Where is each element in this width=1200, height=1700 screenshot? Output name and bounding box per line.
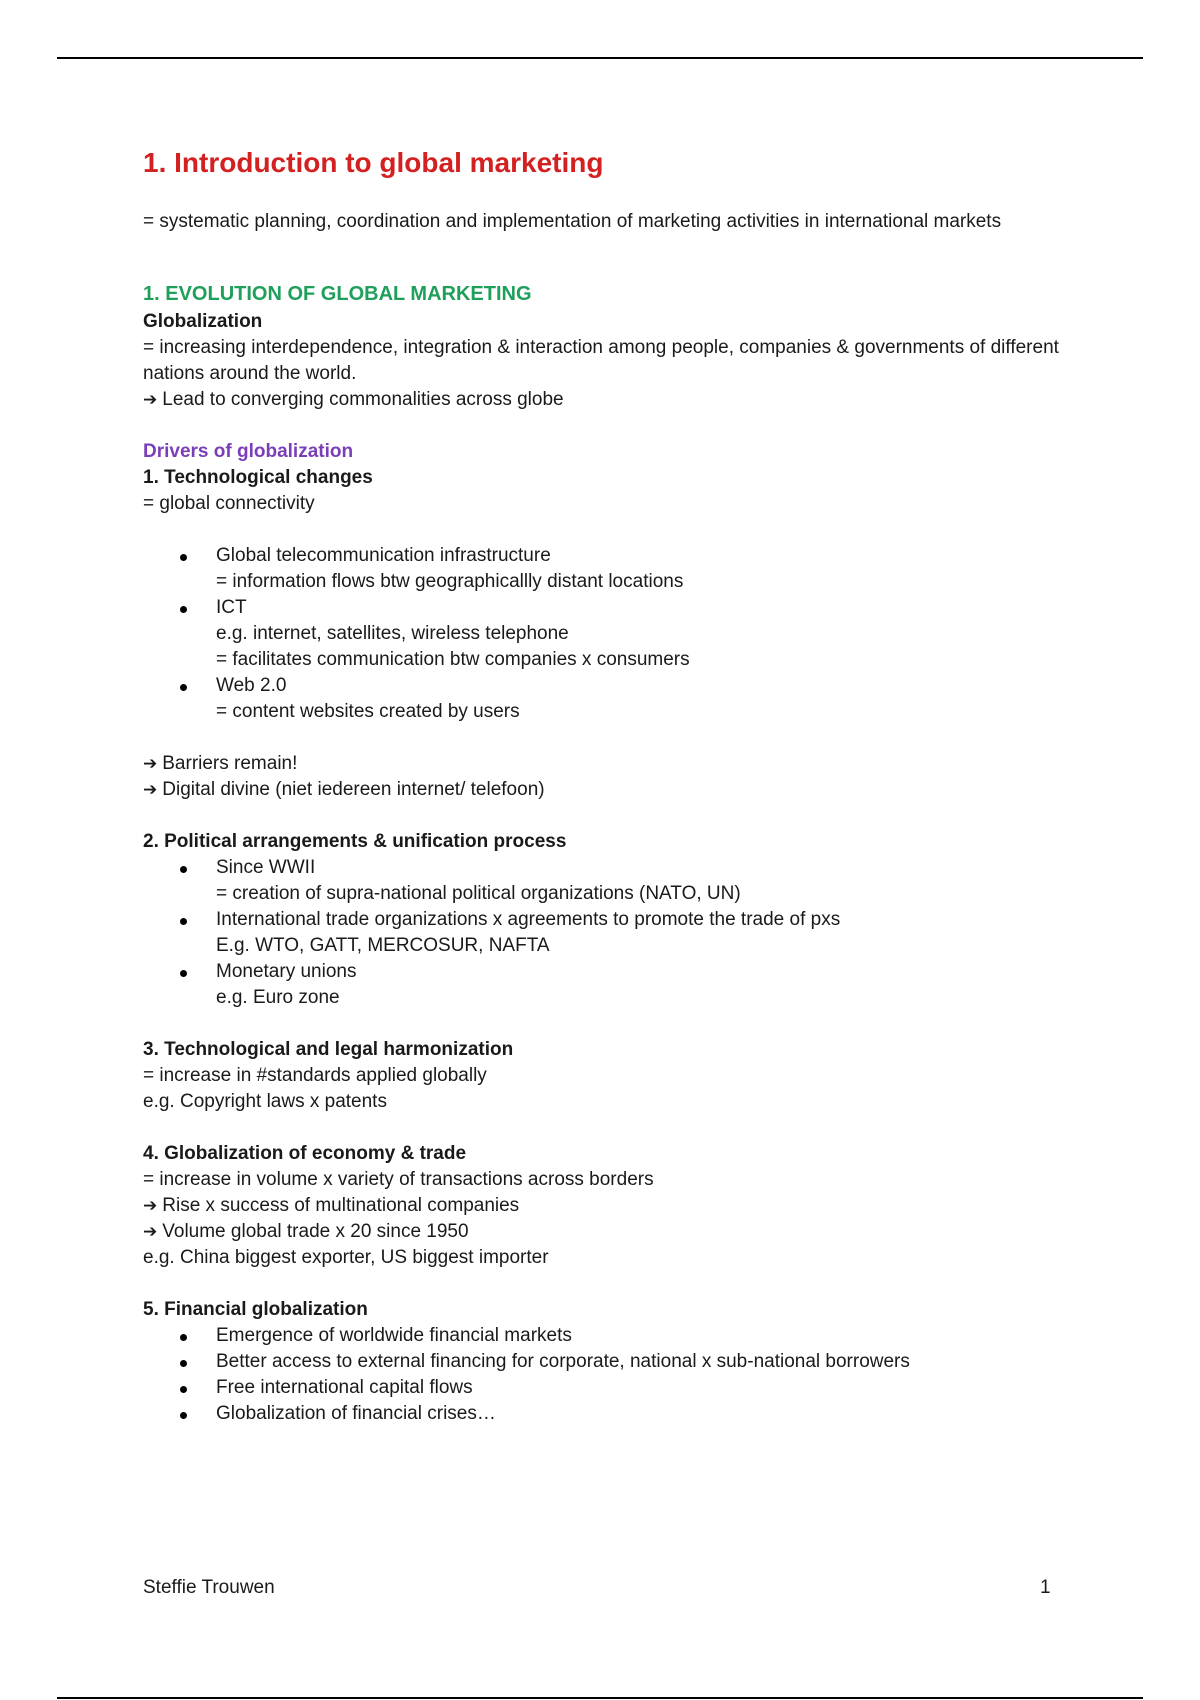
tech-arrow-line: ➔ Digital divine (niet iedereen internet/ telefoon) — [143, 779, 545, 800]
arrow-icon: ➔ — [143, 390, 158, 410]
list-item: Globalization of financial crises… — [216, 1401, 1063, 1427]
economy-arrow-line: ➔ Rise x success of multinational companies — [143, 1195, 520, 1216]
footer-page-number: 1 — [1040, 1577, 1051, 1598]
section-heading: 1. EVOLUTION OF GLOBAL MARKETING — [143, 283, 532, 305]
arrow-icon: ➔ — [143, 780, 158, 800]
bottom-rule — [57, 1697, 1143, 1699]
tech-bullet-list — [143, 543, 1063, 725]
definition-text: = systematic planning, coordination and implementation of marketing activities in international markets — [143, 211, 1002, 232]
list-item: Since WWII = creation of supra-national political organizations (NATO, UN) — [216, 855, 1063, 907]
list-item: Better access to external financing for corporate, national x sub-national borrowers — [216, 1349, 1063, 1375]
page-title: 1. Introduction to global marketing — [143, 147, 604, 178]
globalization-arrow-line: ➔ Lead to converging commonalities across globe — [143, 389, 564, 410]
tech-changes-title: 1. Technological changes — [143, 467, 373, 488]
list-item: International trade organizations x agreements to promote the trade of pxs E.g. WTO, GATT, MERCOSUR, NAFTA — [216, 907, 1063, 959]
economy-arrow-line: ➔ Volume global trade x 20 since 1950 — [143, 1221, 469, 1242]
economy-definition: = increase in volume x variety of transactions across borders — [143, 1169, 654, 1190]
financial-bullet-list — [143, 1323, 1063, 1427]
list-item: Global telecommunication infrastructure = information flows btw geographicallly distant locations — [216, 543, 1063, 595]
harmonization-line: e.g. Copyright laws x patents — [143, 1091, 387, 1112]
harmonization-line: = increase in #standards applied globally — [143, 1065, 487, 1086]
arrow-icon: ➔ — [143, 1196, 158, 1216]
arrow-icon: ➔ — [143, 1222, 158, 1242]
document-page — [143, 145, 1063, 1427]
tech-changes-definition: = global connectivity — [143, 493, 315, 514]
list-item: ICT e.g. internet, satellites, wireless telephone = facilitates communication btw companies x consumers — [216, 595, 1063, 673]
drivers-heading: Drivers of globalization — [143, 441, 354, 462]
list-item: Free international capital flows — [216, 1375, 1063, 1401]
list-item: Emergence of worldwide financial markets — [216, 1323, 1063, 1349]
list-item: Web 2.0 = content websites created by users — [216, 673, 1063, 725]
arrow-icon: ➔ — [143, 754, 158, 774]
political-title: 2. Political arrangements & unification process — [143, 831, 567, 852]
top-rule — [57, 57, 1143, 59]
economy-example: e.g. China biggest exporter, US biggest importer — [143, 1247, 549, 1268]
footer-author: Steffie Trouwen — [143, 1577, 275, 1598]
harmonization-title: 3. Technological and legal harmonization — [143, 1039, 514, 1060]
tech-arrow-line: ➔ Barriers remain! — [143, 753, 298, 774]
globalization-title: Globalization — [143, 311, 263, 332]
globalization-definition: = increasing interdependence, integration & interaction among people, companies & governments of different nations around the world. — [143, 337, 1059, 384]
economy-title: 4. Globalization of economy & trade — [143, 1143, 467, 1164]
list-item: Monetary unions e.g. Euro zone — [216, 959, 1063, 1011]
financial-title: 5. Financial globalization — [143, 1299, 368, 1320]
political-bullet-list — [143, 855, 1063, 1011]
